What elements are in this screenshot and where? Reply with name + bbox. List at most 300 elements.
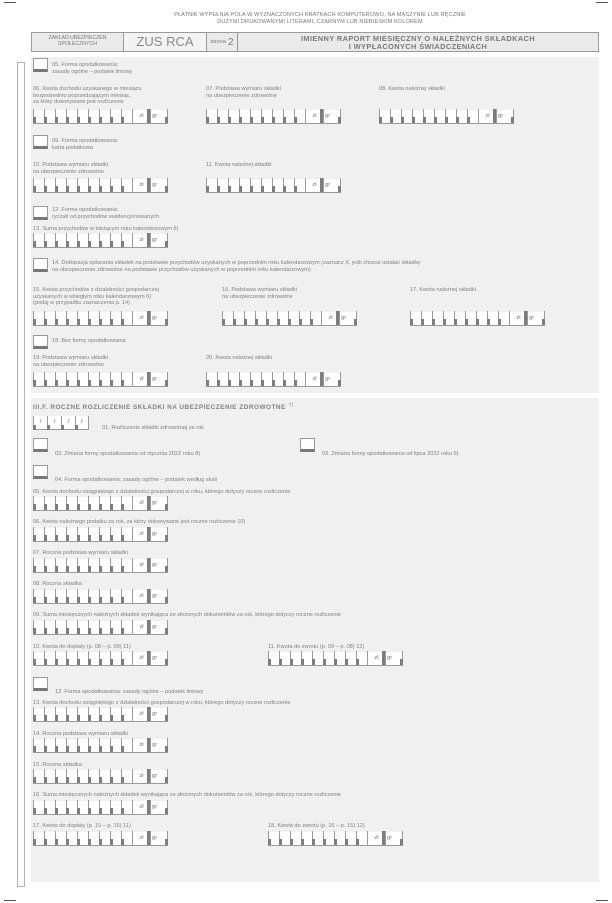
amount-input[interactable] — [206, 110, 341, 124]
digit-cell[interactable] — [77, 233, 88, 247]
digit-cell[interactable] — [379, 109, 390, 123]
currency-zl-cell[interactable]: zł — [132, 109, 150, 123]
year-digit-cell[interactable]: r — [33, 416, 47, 430]
digit-cell[interactable] — [110, 800, 121, 814]
digit-cell[interactable] — [110, 589, 121, 603]
digit-cell[interactable] — [66, 769, 77, 783]
currency-zl-cell[interactable]: zł — [132, 738, 150, 752]
amount-input[interactable] — [33, 110, 168, 124]
digit-cell[interactable] — [44, 769, 55, 783]
option-checkbox[interactable] — [33, 135, 48, 149]
currency-gr-cell[interactable]: gr — [150, 620, 168, 634]
digit-cell[interactable] — [33, 311, 44, 325]
digit-cell[interactable] — [77, 831, 88, 845]
digit-cell[interactable] — [88, 372, 99, 386]
digit-cell[interactable] — [244, 311, 255, 325]
currency-gr-cell[interactable]: gr — [385, 651, 403, 665]
digit-cell[interactable] — [66, 496, 77, 510]
amount-input[interactable] — [268, 832, 403, 846]
option-checkbox[interactable] — [300, 438, 315, 452]
currency-zl-cell[interactable]: zł — [478, 109, 496, 123]
amount-input[interactable] — [33, 373, 168, 387]
digit-cell[interactable] — [44, 589, 55, 603]
digit-cell[interactable] — [55, 372, 66, 386]
digit-cell[interactable] — [55, 769, 66, 783]
digit-cell[interactable] — [121, 831, 132, 845]
digit-cell[interactable] — [99, 527, 110, 541]
digit-cell[interactable] — [66, 620, 77, 634]
digit-cell[interactable] — [99, 800, 110, 814]
digit-cell[interactable] — [487, 311, 498, 325]
currency-gr-cell[interactable]: gr — [150, 800, 168, 814]
digit-cell[interactable] — [110, 496, 121, 510]
currency-gr-cell[interactable]: gr — [150, 769, 168, 783]
digit-cell[interactable] — [55, 558, 66, 572]
digit-cell[interactable] — [239, 372, 250, 386]
digit-cell[interactable] — [250, 109, 261, 123]
digit-cell[interactable] — [228, 372, 239, 386]
digit-cell[interactable] — [239, 178, 250, 192]
digit-cell[interactable] — [55, 527, 66, 541]
currency-zl-cell[interactable]: zł — [132, 831, 150, 845]
amount-input[interactable] — [33, 590, 168, 604]
digit-cell[interactable] — [44, 109, 55, 123]
digit-cell[interactable] — [33, 769, 44, 783]
amount-input[interactable] — [33, 528, 168, 542]
digit-cell[interactable] — [44, 311, 55, 325]
digit-cell[interactable] — [206, 372, 217, 386]
digit-cell[interactable] — [66, 527, 77, 541]
currency-gr-cell[interactable]: gr — [150, 233, 168, 247]
digit-cell[interactable] — [356, 831, 367, 845]
digit-cell[interactable] — [77, 496, 88, 510]
digit-cell[interactable] — [250, 372, 261, 386]
digit-cell[interactable] — [77, 769, 88, 783]
amount-input[interactable] — [206, 179, 341, 193]
digit-cell[interactable] — [77, 311, 88, 325]
digit-cell[interactable] — [44, 372, 55, 386]
digit-cell[interactable] — [88, 620, 99, 634]
amount-input[interactable] — [33, 652, 168, 666]
currency-zl-cell[interactable]: zł — [132, 769, 150, 783]
digit-cell[interactable] — [110, 651, 121, 665]
digit-cell[interactable] — [432, 311, 443, 325]
digit-cell[interactable] — [217, 372, 228, 386]
amount-input[interactable] — [33, 621, 168, 635]
amount-input[interactable] — [33, 497, 168, 511]
digit-cell[interactable] — [88, 178, 99, 192]
digit-cell[interactable] — [33, 496, 44, 510]
digit-cell[interactable] — [99, 620, 110, 634]
digit-cell[interactable] — [88, 527, 99, 541]
digit-cell[interactable] — [312, 831, 323, 845]
digit-cell[interactable] — [44, 620, 55, 634]
digit-cell[interactable] — [66, 651, 77, 665]
digit-cell[interactable] — [498, 311, 509, 325]
digit-cell[interactable] — [77, 738, 88, 752]
digit-cell[interactable] — [33, 831, 44, 845]
digit-cell[interactable] — [99, 589, 110, 603]
currency-zl-cell[interactable]: zł — [132, 620, 150, 634]
amount-input[interactable] — [33, 312, 168, 326]
digit-cell[interactable] — [283, 178, 294, 192]
digit-cell[interactable] — [250, 178, 261, 192]
currency-zl-cell[interactable]: zł — [132, 651, 150, 665]
digit-cell[interactable] — [66, 589, 77, 603]
option-checkbox[interactable] — [33, 258, 48, 272]
currency-gr-cell[interactable]: gr — [150, 311, 168, 325]
digit-cell[interactable] — [99, 233, 110, 247]
digit-cell[interactable] — [44, 233, 55, 247]
digit-cell[interactable] — [121, 496, 132, 510]
currency-zl-cell[interactable]: zł — [321, 311, 339, 325]
digit-cell[interactable] — [88, 651, 99, 665]
currency-gr-cell[interactable]: gr — [339, 311, 357, 325]
currency-zl-cell[interactable]: zł — [132, 527, 150, 541]
currency-zl-cell[interactable]: zł — [305, 109, 323, 123]
amount-input[interactable] — [33, 770, 168, 784]
currency-zl-cell[interactable]: zł — [132, 311, 150, 325]
digit-cell[interactable] — [88, 738, 99, 752]
digit-cell[interactable] — [228, 178, 239, 192]
digit-cell[interactable] — [110, 738, 121, 752]
digit-cell[interactable] — [77, 527, 88, 541]
digit-cell[interactable] — [310, 311, 321, 325]
digit-cell[interactable] — [33, 109, 44, 123]
digit-cell[interactable] — [288, 311, 299, 325]
currency-gr-cell[interactable]: gr — [150, 109, 168, 123]
digit-cell[interactable] — [423, 109, 434, 123]
digit-cell[interactable] — [44, 178, 55, 192]
digit-cell[interactable] — [121, 233, 132, 247]
digit-cell[interactable] — [110, 109, 121, 123]
digit-cell[interactable] — [110, 620, 121, 634]
digit-cell[interactable] — [77, 800, 88, 814]
digit-cell[interactable] — [121, 620, 132, 634]
digit-cell[interactable] — [345, 831, 356, 845]
digit-cell[interactable] — [121, 311, 132, 325]
digit-cell[interactable] — [222, 311, 233, 325]
digit-cell[interactable] — [77, 707, 88, 721]
digit-cell[interactable] — [77, 558, 88, 572]
digit-cell[interactable] — [454, 311, 465, 325]
digit-cell[interactable] — [33, 372, 44, 386]
digit-cell[interactable] — [55, 738, 66, 752]
digit-cell[interactable] — [55, 109, 66, 123]
currency-zl-cell[interactable]: zł — [367, 831, 385, 845]
digit-cell[interactable] — [421, 311, 432, 325]
digit-cell[interactable] — [401, 109, 412, 123]
digit-cell[interactable] — [301, 651, 312, 665]
digit-cell[interactable] — [55, 707, 66, 721]
digit-cell[interactable] — [255, 311, 266, 325]
digit-cell[interactable] — [268, 831, 279, 845]
digit-cell[interactable] — [110, 558, 121, 572]
currency-gr-cell[interactable]: gr — [323, 372, 341, 386]
digit-cell[interactable] — [110, 707, 121, 721]
digit-cell[interactable] — [110, 233, 121, 247]
digit-cell[interactable] — [99, 372, 110, 386]
year-digit-cell[interactable]: r — [61, 416, 75, 430]
amount-input[interactable] — [222, 312, 357, 326]
digit-cell[interactable] — [99, 496, 110, 510]
digit-cell[interactable] — [44, 800, 55, 814]
amount-input[interactable] — [33, 739, 168, 753]
amount-input[interactable] — [268, 652, 403, 666]
digit-cell[interactable] — [55, 831, 66, 845]
digit-cell[interactable] — [261, 178, 272, 192]
digit-cell[interactable] — [206, 178, 217, 192]
digit-cell[interactable] — [99, 738, 110, 752]
digit-cell[interactable] — [217, 109, 228, 123]
currency-zl-cell[interactable]: zł — [132, 800, 150, 814]
digit-cell[interactable] — [290, 651, 301, 665]
currency-gr-cell[interactable]: gr — [496, 109, 514, 123]
digit-cell[interactable] — [294, 109, 305, 123]
digit-cell[interactable] — [323, 831, 334, 845]
digit-cell[interactable] — [99, 831, 110, 845]
digit-cell[interactable] — [239, 109, 250, 123]
digit-cell[interactable] — [77, 651, 88, 665]
currency-gr-cell[interactable]: gr — [150, 372, 168, 386]
digit-cell[interactable] — [312, 651, 323, 665]
digit-cell[interactable] — [99, 769, 110, 783]
digit-cell[interactable] — [121, 109, 132, 123]
digit-cell[interactable] — [272, 372, 283, 386]
currency-zl-cell[interactable]: zł — [509, 311, 527, 325]
amount-input[interactable] — [33, 234, 168, 248]
digit-cell[interactable] — [233, 311, 244, 325]
digit-cell[interactable] — [33, 800, 44, 814]
option-checkbox[interactable] — [33, 465, 48, 479]
digit-cell[interactable] — [99, 558, 110, 572]
digit-cell[interactable] — [121, 800, 132, 814]
digit-cell[interactable] — [277, 311, 288, 325]
digit-cell[interactable] — [99, 651, 110, 665]
digit-cell[interactable] — [66, 707, 77, 721]
digit-cell[interactable] — [283, 372, 294, 386]
digit-cell[interactable] — [44, 831, 55, 845]
digit-cell[interactable] — [77, 109, 88, 123]
digit-cell[interactable] — [55, 178, 66, 192]
digit-cell[interactable] — [456, 109, 467, 123]
currency-zl-cell[interactable]: zł — [132, 178, 150, 192]
currency-zl-cell[interactable]: zł — [132, 496, 150, 510]
settlement-year-input[interactable] — [33, 416, 89, 430]
digit-cell[interactable] — [33, 707, 44, 721]
digit-cell[interactable] — [334, 651, 345, 665]
digit-cell[interactable] — [121, 707, 132, 721]
digit-cell[interactable] — [323, 651, 334, 665]
digit-cell[interactable] — [272, 109, 283, 123]
currency-gr-cell[interactable]: gr — [150, 496, 168, 510]
digit-cell[interactable] — [44, 527, 55, 541]
digit-cell[interactable] — [443, 311, 454, 325]
digit-cell[interactable] — [110, 769, 121, 783]
digit-cell[interactable] — [110, 831, 121, 845]
digit-cell[interactable] — [66, 558, 77, 572]
digit-cell[interactable] — [356, 651, 367, 665]
digit-cell[interactable] — [279, 831, 290, 845]
digit-cell[interactable] — [88, 109, 99, 123]
digit-cell[interactable] — [206, 109, 217, 123]
digit-cell[interactable] — [294, 372, 305, 386]
digit-cell[interactable] — [44, 707, 55, 721]
currency-gr-cell[interactable]: gr — [150, 651, 168, 665]
digit-cell[interactable] — [261, 372, 272, 386]
digit-cell[interactable] — [66, 233, 77, 247]
digit-cell[interactable] — [33, 738, 44, 752]
digit-cell[interactable] — [261, 109, 272, 123]
digit-cell[interactable] — [33, 233, 44, 247]
digit-cell[interactable] — [121, 651, 132, 665]
amount-input[interactable] — [33, 179, 168, 193]
digit-cell[interactable] — [99, 109, 110, 123]
digit-cell[interactable] — [99, 178, 110, 192]
amount-input[interactable] — [206, 373, 341, 387]
digit-cell[interactable] — [77, 372, 88, 386]
digit-cell[interactable] — [66, 109, 77, 123]
currency-gr-cell[interactable]: gr — [527, 311, 545, 325]
digit-cell[interactable] — [66, 372, 77, 386]
digit-cell[interactable] — [55, 589, 66, 603]
digit-cell[interactable] — [121, 372, 132, 386]
digit-cell[interactable] — [121, 558, 132, 572]
digit-cell[interactable] — [412, 109, 423, 123]
digit-cell[interactable] — [44, 496, 55, 510]
currency-gr-cell[interactable]: gr — [150, 558, 168, 572]
digit-cell[interactable] — [334, 831, 345, 845]
digit-cell[interactable] — [33, 620, 44, 634]
digit-cell[interactable] — [410, 311, 421, 325]
digit-cell[interactable] — [88, 496, 99, 510]
amount-input[interactable] — [33, 832, 168, 846]
currency-zl-cell[interactable]: zł — [367, 651, 385, 665]
currency-zl-cell[interactable]: zł — [305, 372, 323, 386]
digit-cell[interactable] — [88, 707, 99, 721]
digit-cell[interactable] — [88, 589, 99, 603]
option-checkbox[interactable] — [33, 677, 48, 691]
currency-zl-cell[interactable]: zł — [132, 372, 150, 386]
option-checkbox[interactable] — [33, 206, 48, 220]
digit-cell[interactable] — [467, 109, 478, 123]
year-digit-cell[interactable]: r — [75, 416, 89, 430]
option-checkbox[interactable] — [33, 335, 48, 349]
digit-cell[interactable] — [88, 769, 99, 783]
digit-cell[interactable] — [121, 769, 132, 783]
digit-cell[interactable] — [88, 558, 99, 572]
amount-input[interactable] — [33, 559, 168, 573]
digit-cell[interactable] — [268, 651, 279, 665]
digit-cell[interactable] — [110, 527, 121, 541]
digit-cell[interactable] — [121, 178, 132, 192]
currency-gr-cell[interactable]: gr — [150, 707, 168, 721]
currency-gr-cell[interactable]: gr — [323, 109, 341, 123]
digit-cell[interactable] — [88, 831, 99, 845]
digit-cell[interactable] — [299, 311, 310, 325]
digit-cell[interactable] — [33, 651, 44, 665]
digit-cell[interactable] — [110, 311, 121, 325]
currency-gr-cell[interactable]: gr — [150, 831, 168, 845]
digit-cell[interactable] — [283, 109, 294, 123]
currency-gr-cell[interactable]: gr — [150, 738, 168, 752]
currency-gr-cell[interactable]: gr — [150, 589, 168, 603]
amount-input[interactable] — [410, 312, 545, 326]
digit-cell[interactable] — [66, 831, 77, 845]
digit-cell[interactable] — [55, 496, 66, 510]
amount-input[interactable] — [33, 801, 168, 815]
currency-zl-cell[interactable]: zł — [132, 558, 150, 572]
digit-cell[interactable] — [99, 311, 110, 325]
year-digit-cell[interactable]: r — [47, 416, 61, 430]
digit-cell[interactable] — [110, 372, 121, 386]
currency-zl-cell[interactable]: zł — [132, 233, 150, 247]
amount-input[interactable] — [379, 110, 514, 124]
currency-gr-cell[interactable]: gr — [323, 178, 341, 192]
digit-cell[interactable] — [44, 558, 55, 572]
currency-gr-cell[interactable]: gr — [385, 831, 403, 845]
digit-cell[interactable] — [110, 178, 121, 192]
digit-cell[interactable] — [33, 178, 44, 192]
digit-cell[interactable] — [434, 109, 445, 123]
digit-cell[interactable] — [228, 109, 239, 123]
digit-cell[interactable] — [121, 527, 132, 541]
digit-cell[interactable] — [77, 178, 88, 192]
currency-zl-cell[interactable]: zł — [305, 178, 323, 192]
currency-gr-cell[interactable]: gr — [150, 178, 168, 192]
digit-cell[interactable] — [55, 800, 66, 814]
digit-cell[interactable] — [121, 589, 132, 603]
digit-cell[interactable] — [476, 311, 487, 325]
digit-cell[interactable] — [121, 738, 132, 752]
digit-cell[interactable] — [33, 558, 44, 572]
currency-zl-cell[interactable]: zł — [132, 707, 150, 721]
amount-input[interactable] — [33, 708, 168, 722]
digit-cell[interactable] — [66, 738, 77, 752]
digit-cell[interactable] — [272, 178, 283, 192]
digit-cell[interactable] — [294, 178, 305, 192]
option-checkbox[interactable] — [33, 438, 48, 452]
digit-cell[interactable] — [301, 831, 312, 845]
digit-cell[interactable] — [66, 800, 77, 814]
digit-cell[interactable] — [290, 831, 301, 845]
digit-cell[interactable] — [55, 311, 66, 325]
digit-cell[interactable] — [33, 527, 44, 541]
digit-cell[interactable] — [55, 620, 66, 634]
digit-cell[interactable] — [390, 109, 401, 123]
digit-cell[interactable] — [55, 233, 66, 247]
digit-cell[interactable] — [77, 620, 88, 634]
digit-cell[interactable] — [345, 651, 356, 665]
digit-cell[interactable] — [55, 651, 66, 665]
digit-cell[interactable] — [66, 178, 77, 192]
digit-cell[interactable] — [279, 651, 290, 665]
currency-zl-cell[interactable]: zł — [132, 589, 150, 603]
digit-cell[interactable] — [266, 311, 277, 325]
digit-cell[interactable] — [88, 311, 99, 325]
digit-cell[interactable] — [88, 800, 99, 814]
digit-cell[interactable] — [44, 651, 55, 665]
digit-cell[interactable] — [77, 589, 88, 603]
digit-cell[interactable] — [465, 311, 476, 325]
digit-cell[interactable] — [66, 311, 77, 325]
digit-cell[interactable] — [445, 109, 456, 123]
digit-cell[interactable] — [217, 178, 228, 192]
digit-cell[interactable] — [44, 738, 55, 752]
digit-cell[interactable] — [33, 589, 44, 603]
option-checkbox[interactable] — [33, 58, 48, 72]
currency-gr-cell[interactable]: gr — [150, 527, 168, 541]
